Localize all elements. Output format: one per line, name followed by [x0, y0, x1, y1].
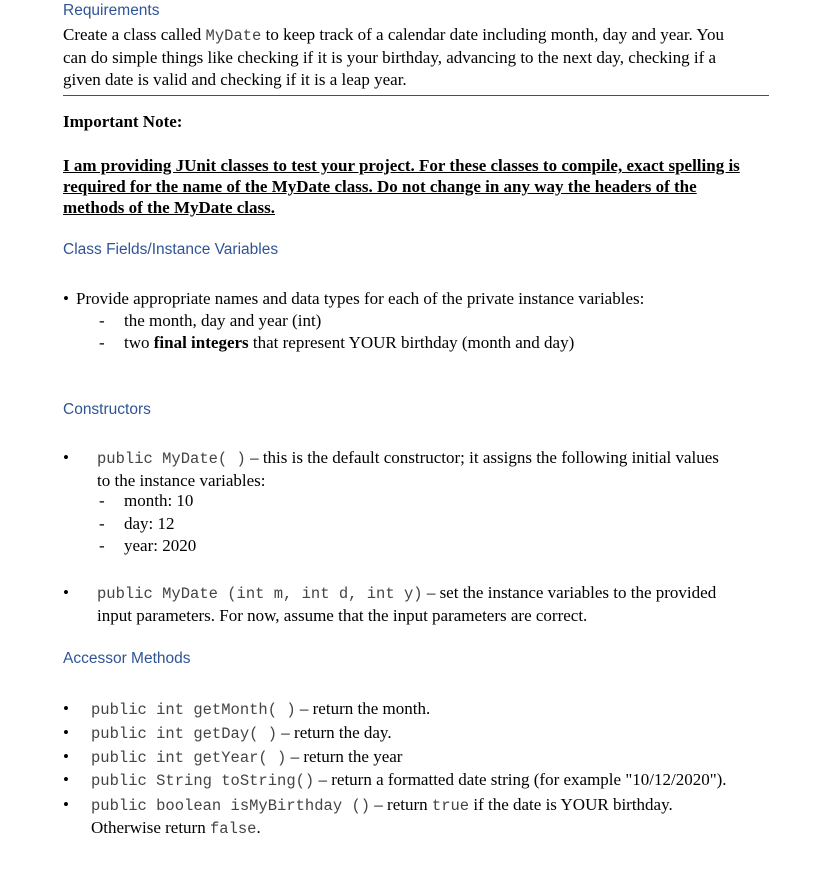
list-item: - two final integers that represent YOUR birthday (month and day) — [99, 333, 575, 352]
bullet-icon: • — [63, 795, 69, 814]
dash-icon: - — [99, 491, 105, 510]
list-item: • public String toString() – return a formatted date string (for example "10/12/2020"). — [63, 770, 727, 790]
list-item: • public int getMonth( ) – return the month. — [63, 699, 431, 719]
divider — [63, 95, 769, 96]
fields-heading: Class Fields/Instance Variables — [63, 241, 279, 258]
list-item: • public MyDate (int m, int d, int y) – set the instance variables to the provided input parameters. For now, assume that the input parameters are correct. — [63, 583, 717, 625]
default-constructor-code: public MyDate( ) — [97, 450, 246, 468]
bullet-icon: • — [63, 770, 69, 789]
list-item: • public int getDay( ) – return the day. — [63, 723, 392, 743]
list-item: - year: 2020 — [99, 536, 197, 555]
list-item: - month: 10 — [99, 491, 194, 510]
requirements-intro: Create a class called MyDate to keep track of a calendar date including month, day and year. You can do simple things like checking if it is your birthday, advancing to the next day, checking if a given date is valid and checking if it is a leap year. — [63, 25, 724, 89]
bullet-icon: • — [63, 747, 69, 766]
dash-icon: - — [99, 536, 105, 555]
list-item: • public int getYear( ) – return the year — [63, 747, 403, 767]
dash-icon: - — [99, 514, 105, 533]
list-item: • public boolean isMyBirthday () – return true if the date is YOUR birthday. Otherwise return false. — [63, 795, 673, 838]
important-note: I am providing JUnit classes to test your project. For these classes to compile, exact spelling is required for the name of the MyDate class. Do not change in any way the headers of the methods of the MyDate class. — [63, 156, 740, 217]
important-label: Important Note: — [63, 112, 183, 131]
bullet-icon: • — [63, 583, 69, 602]
constructors-heading: Constructors — [63, 401, 151, 418]
list-item: - the month, day and year (int) — [99, 311, 322, 330]
dash-icon: - — [99, 311, 105, 330]
list-item: - day: 12 — [99, 514, 175, 533]
param-constructor-code: public MyDate (int m, int d, int y) — [97, 585, 423, 603]
dash-icon: - — [99, 333, 105, 352]
accessors-heading: Accessor Methods — [63, 650, 191, 667]
list-item: • public MyDate( ) – this is the default constructor; it assigns the following initial values to the instance variables: — [63, 448, 719, 490]
bullet-icon: • — [63, 289, 69, 308]
class-name-code: MyDate — [205, 27, 262, 45]
bullet-icon: • — [63, 699, 69, 718]
list-item: • Provide appropriate names and data types for each of the private instance variables: — [63, 289, 645, 308]
bullet-icon: • — [63, 448, 69, 467]
bullet-icon: • — [63, 723, 69, 742]
requirements-heading: Requirements — [63, 2, 160, 19]
